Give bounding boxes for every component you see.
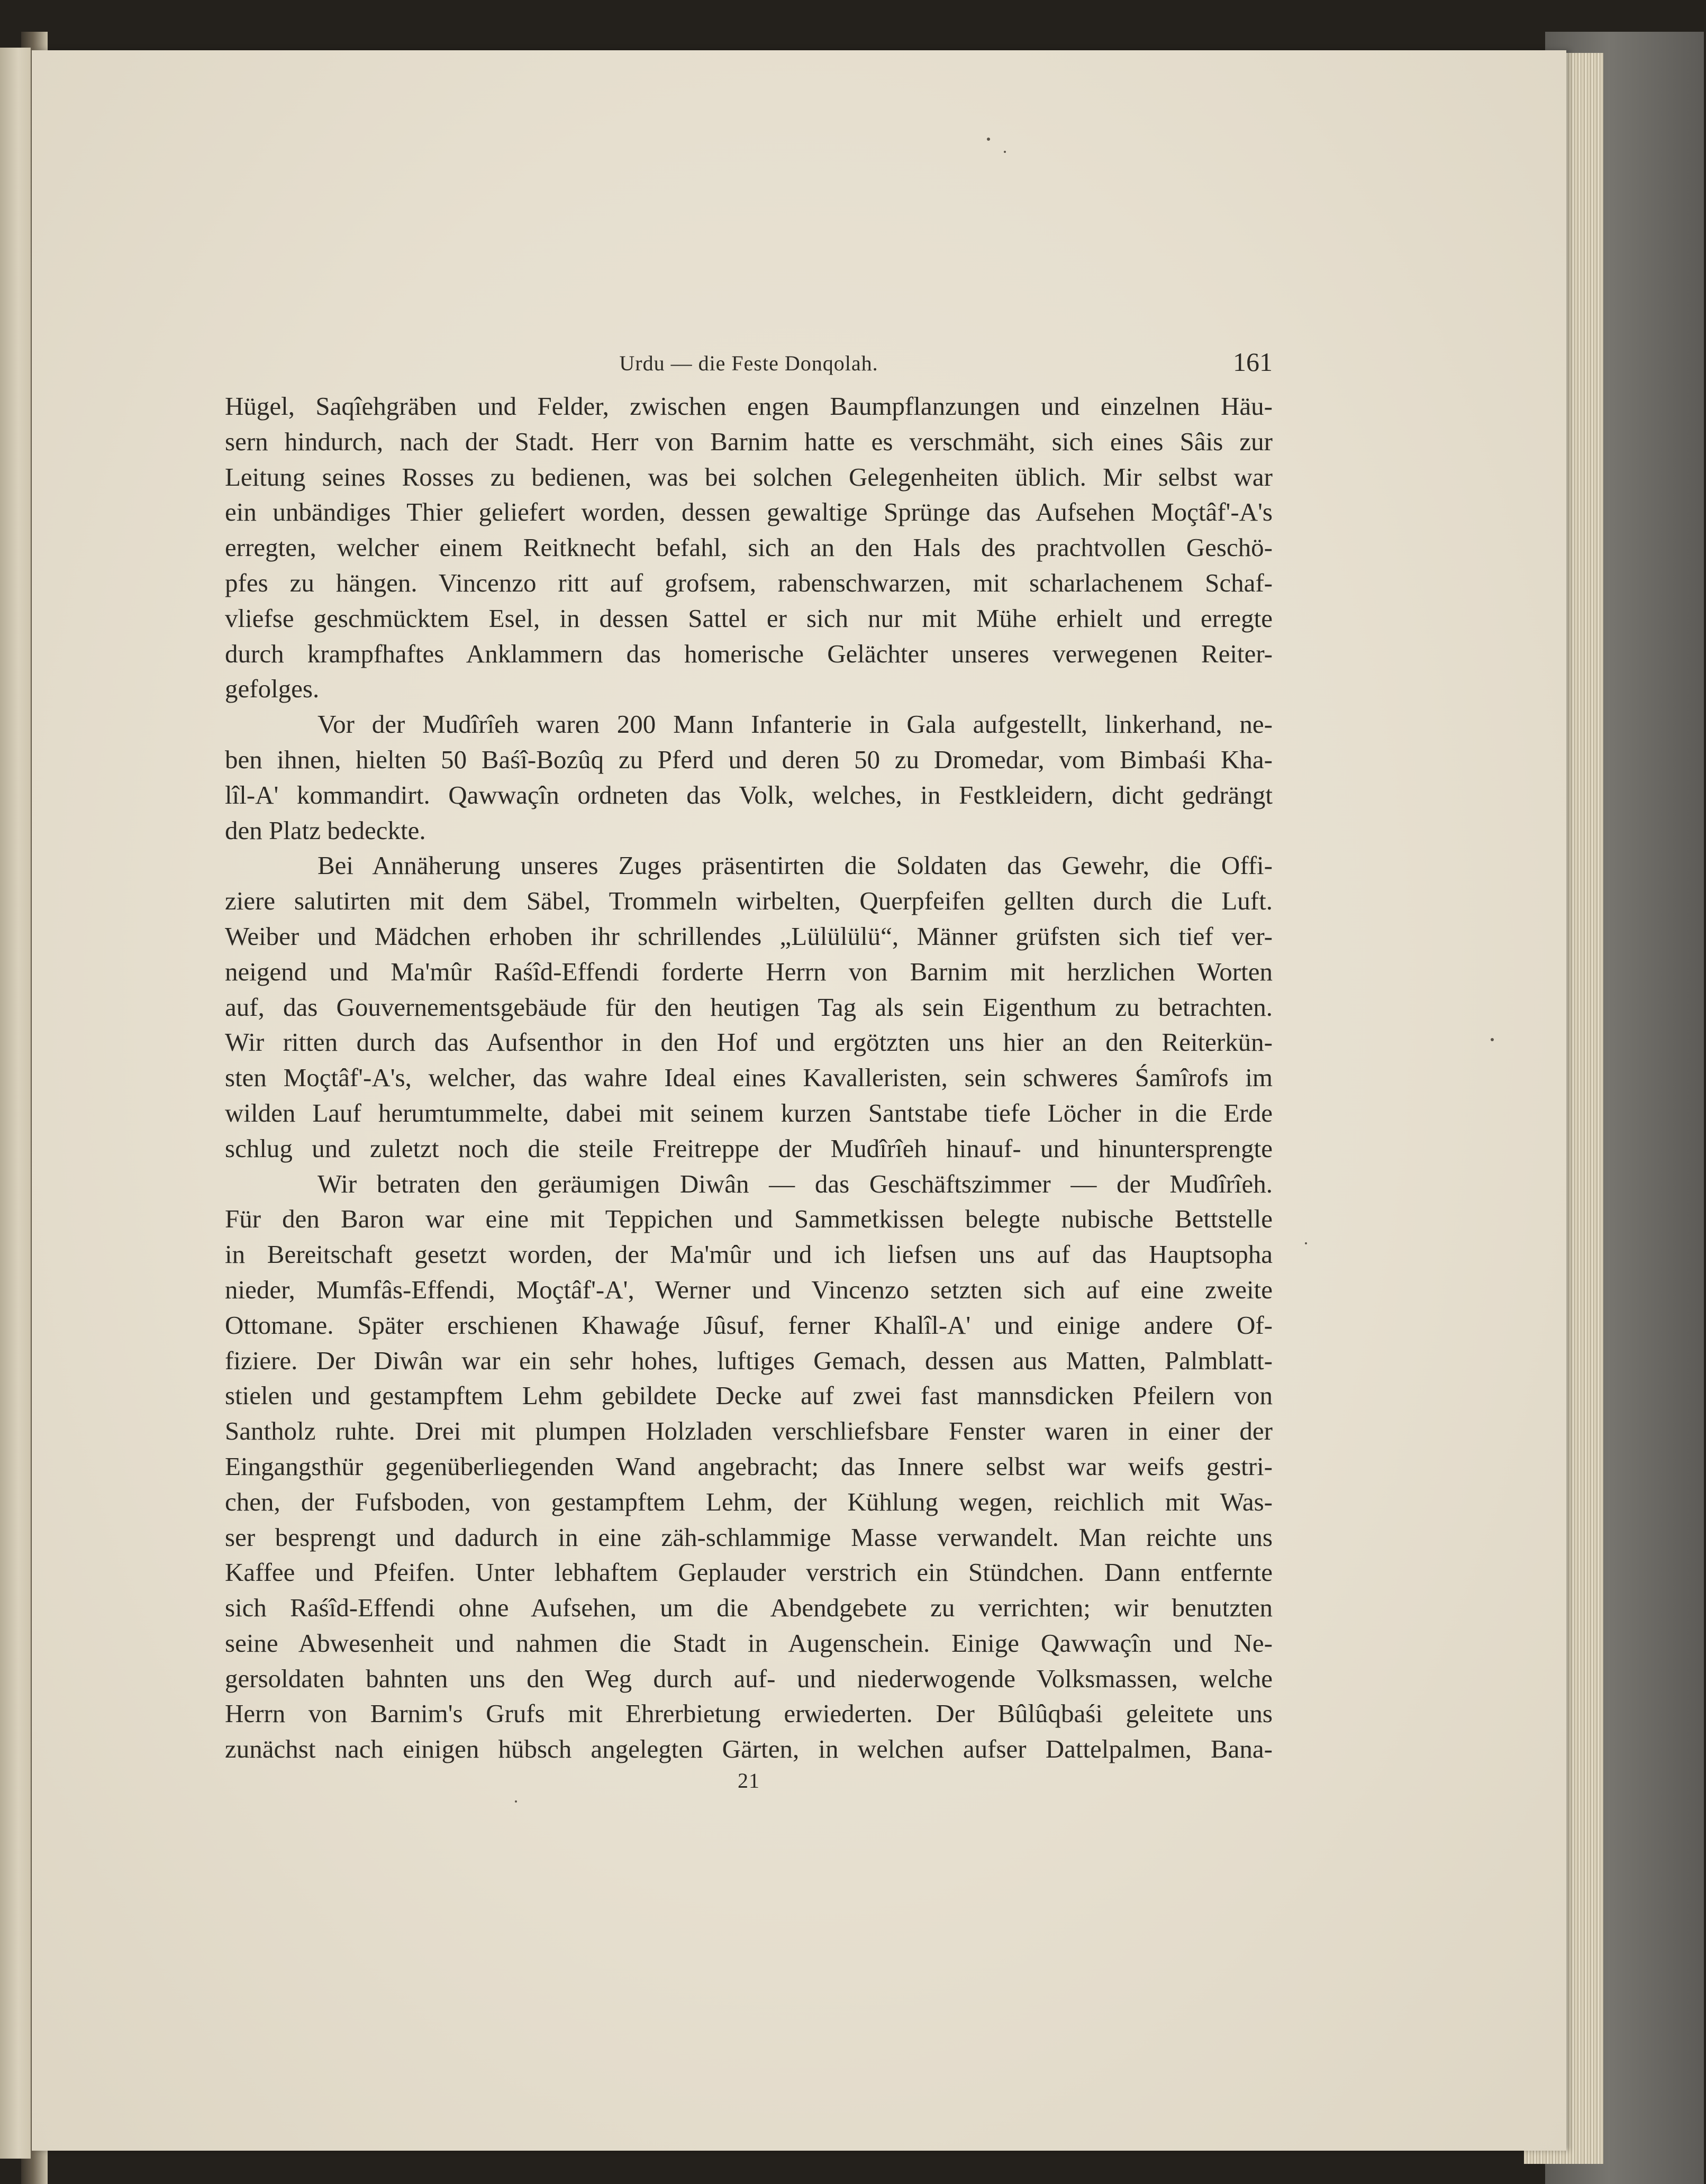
text-line: ein unbändiges Thier geliefert worden, dessen gewaltige Sprünge das Aufsehen Moçtâf'-A's <box>225 497 1273 527</box>
paper-speck <box>987 138 990 141</box>
text-block <box>225 336 1273 1793</box>
text-line: Hügel, Saqîehgräben und Felder, zwischen engen Baumpflanzungen und einzelnen Häu- <box>225 392 1273 421</box>
page-number: 161 <box>1233 347 1273 377</box>
text-line: in Bereitschaft gesetzt worden, der Ma'mûr und ich liefsen uns auf das Hauptsopha <box>225 1240 1273 1269</box>
paragraph-3 <box>225 848 1273 1166</box>
book-page <box>32 50 1566 2151</box>
text-line: gefolges. <box>225 674 320 704</box>
signature-mark: 21 <box>738 1769 760 1793</box>
text-line: den Platz bedeckte. <box>225 815 426 845</box>
running-head <box>225 336 1273 389</box>
facing-page-sliver <box>0 48 31 2159</box>
paper-speck <box>1004 151 1006 153</box>
text-line: nieder, Mumfâs-Effendi, Moçtâf'-A', Werner und Vincenzo setzten sich auf eine zweite <box>225 1275 1273 1304</box>
text-line: Ottomane. Später erschienen Khawaǵe Jûsuf, ferner Khalîl-A' und einige andere Of- <box>225 1310 1273 1340</box>
text-line: ziere salutirten mit dem Säbel, Trommeln wirbelten, Querpfeifen gellten durch die Luft. <box>225 886 1273 916</box>
paragraph-2 <box>225 707 1273 848</box>
text-line: stielen und gestampftem Lehm gebildete Decke auf zwei fast mannsdicken Pfeilern von <box>225 1381 1273 1411</box>
text-line: chen, der Fufsboden, von gestampftem Lehm, der Kühlung wegen, reichlich mit Was- <box>225 1487 1273 1516</box>
paper-speck <box>1491 1038 1494 1041</box>
text-line: Leitung seines Rosses zu bedienen, was bei solchen Gelegenheiten üblich. Mir selbst war <box>225 462 1273 492</box>
text-line: ser besprengt und dadurch in eine zäh-schlammige Masse verwandelt. Man reichte uns <box>225 1522 1273 1552</box>
text-line: Eingangsthür gegenüberliegenden Wand angebracht; das Innere selbst war weifs gestri- <box>225 1451 1273 1481</box>
paragraph-4 <box>225 1167 1273 1768</box>
text-line: Herrn von Barnim's Grufs mit Ehrerbietung erwiederten. Der Bûlûqbaśi geleitete uns <box>225 1699 1273 1728</box>
text-line: Santholz ruhte. Drei mit plumpen Holzladen verschliefsbare Fenster waren in einer der <box>225 1416 1273 1446</box>
text-line: sten Moçtâf'-A's, welcher, das wahre Ideal eines Kavalleristen, sein schweres Śamîrofs im <box>225 1063 1273 1093</box>
text-line: Kaffee und Pfeifen. Unter lebhaftem Geplauder verstrich ein Stündchen. Dann entfernte <box>225 1558 1273 1587</box>
text-line: gersoldaten bahnten uns den Weg durch auf- und niederwogende Volksmassen, welche <box>225 1663 1273 1693</box>
running-title: Urdu — die Feste Donqolah. <box>619 351 878 375</box>
text-line: fiziere. Der Diwân war ein sehr hohes, luftiges Gemach, dessen aus Matten, Palmblatt- <box>225 1345 1273 1375</box>
text-line: auf, das Gouvernementsgebäude für den heutigen Tag als sein Eigenthum zu betrachten. <box>225 992 1273 1022</box>
text-line: Bei Annäherung unseres Zuges präsentirten die Soldaten das Gewehr, die Offi- <box>317 851 1273 880</box>
text-line: ben ihnen, hielten 50 Baśî-Bozûq zu Pferd und deren 50 zu Dromedar, vom Bimbaśi Kha- <box>225 744 1273 774</box>
text-line: Für den Baron war eine mit Teppichen und Sammetkissen belegte nubische Bettstelle <box>225 1204 1273 1234</box>
paragraph-1 <box>225 389 1273 707</box>
text-line: lîl-A' kommandirt. Qawwaçîn ordneten das Volk, welches, in Festkleidern, dicht gedrängt <box>225 780 1273 809</box>
text-line: zunächst nach einigen hübsch angelegten Gärten, in welchen aufser Dattelpalmen, Bana- <box>225 1734 1273 1764</box>
text-line: sern hindurch, nach der Stadt. Herr von Barnim hatte es verschmäht, sich eines Sâis zur <box>225 426 1273 456</box>
text-line: erregten, welcher einem Reitknecht befahl, sich an den Hals des prachtvollen Geschö- <box>225 533 1273 562</box>
text-line: Wir ritten durch das Aufsenthor in den Hof und ergötzten uns hier an den Reiterkün- <box>225 1027 1273 1057</box>
text-line: wilden Lauf herumtummelte, dabei mit seinem kurzen Santstabe tiefe Löcher in die Erde <box>225 1098 1273 1127</box>
paper-speck <box>1305 1242 1307 1244</box>
text-line: neigend und Ma'mûr Raśîd-Effendi forderte Herrn von Barnim mit herzlichen Worten <box>225 957 1273 986</box>
text-line: durch krampfhaftes Anklammern das homerische Gelächter unseres verwegenen Reiter- <box>225 639 1273 668</box>
text-line: Wir betraten den geräumigen Diwân — das Geschäftszimmer — der Mudîrîeh. <box>317 1169 1273 1198</box>
text-line: schlug und zuletzt noch die steile Freitreppe der Mudîrîeh hinauf- und hinuntersprengte <box>225 1133 1273 1163</box>
text-line: Weiber und Mädchen erhoben ihr schrillendes „Lülülülü“, Männer grüfsten sich tief ver- <box>225 921 1273 951</box>
text-line: sich Raśîd-Effendi ohne Aufsehen, um die Abendgebete zu verrichten; wir benutzten <box>225 1593 1273 1623</box>
text-line: seine Abwesenheit und nahmen die Stadt in Augenschein. Einige Qawwaçîn und Ne- <box>225 1628 1273 1658</box>
text-line: vliefse geschmücktem Esel, in dessen Sattel er sich nur mit Mühe erhielt und erregte <box>225 603 1273 633</box>
text-line: Vor der Mudîrîeh waren 200 Mann Infanterie in Gala aufgestellt, linkerhand, ne- <box>317 709 1273 739</box>
paper-speck <box>515 1800 517 1803</box>
text-line: pfes zu hängen. Vincenzo ritt auf grofsem, rabenschwarzen, mit scharlachenem Schaf- <box>225 568 1273 597</box>
